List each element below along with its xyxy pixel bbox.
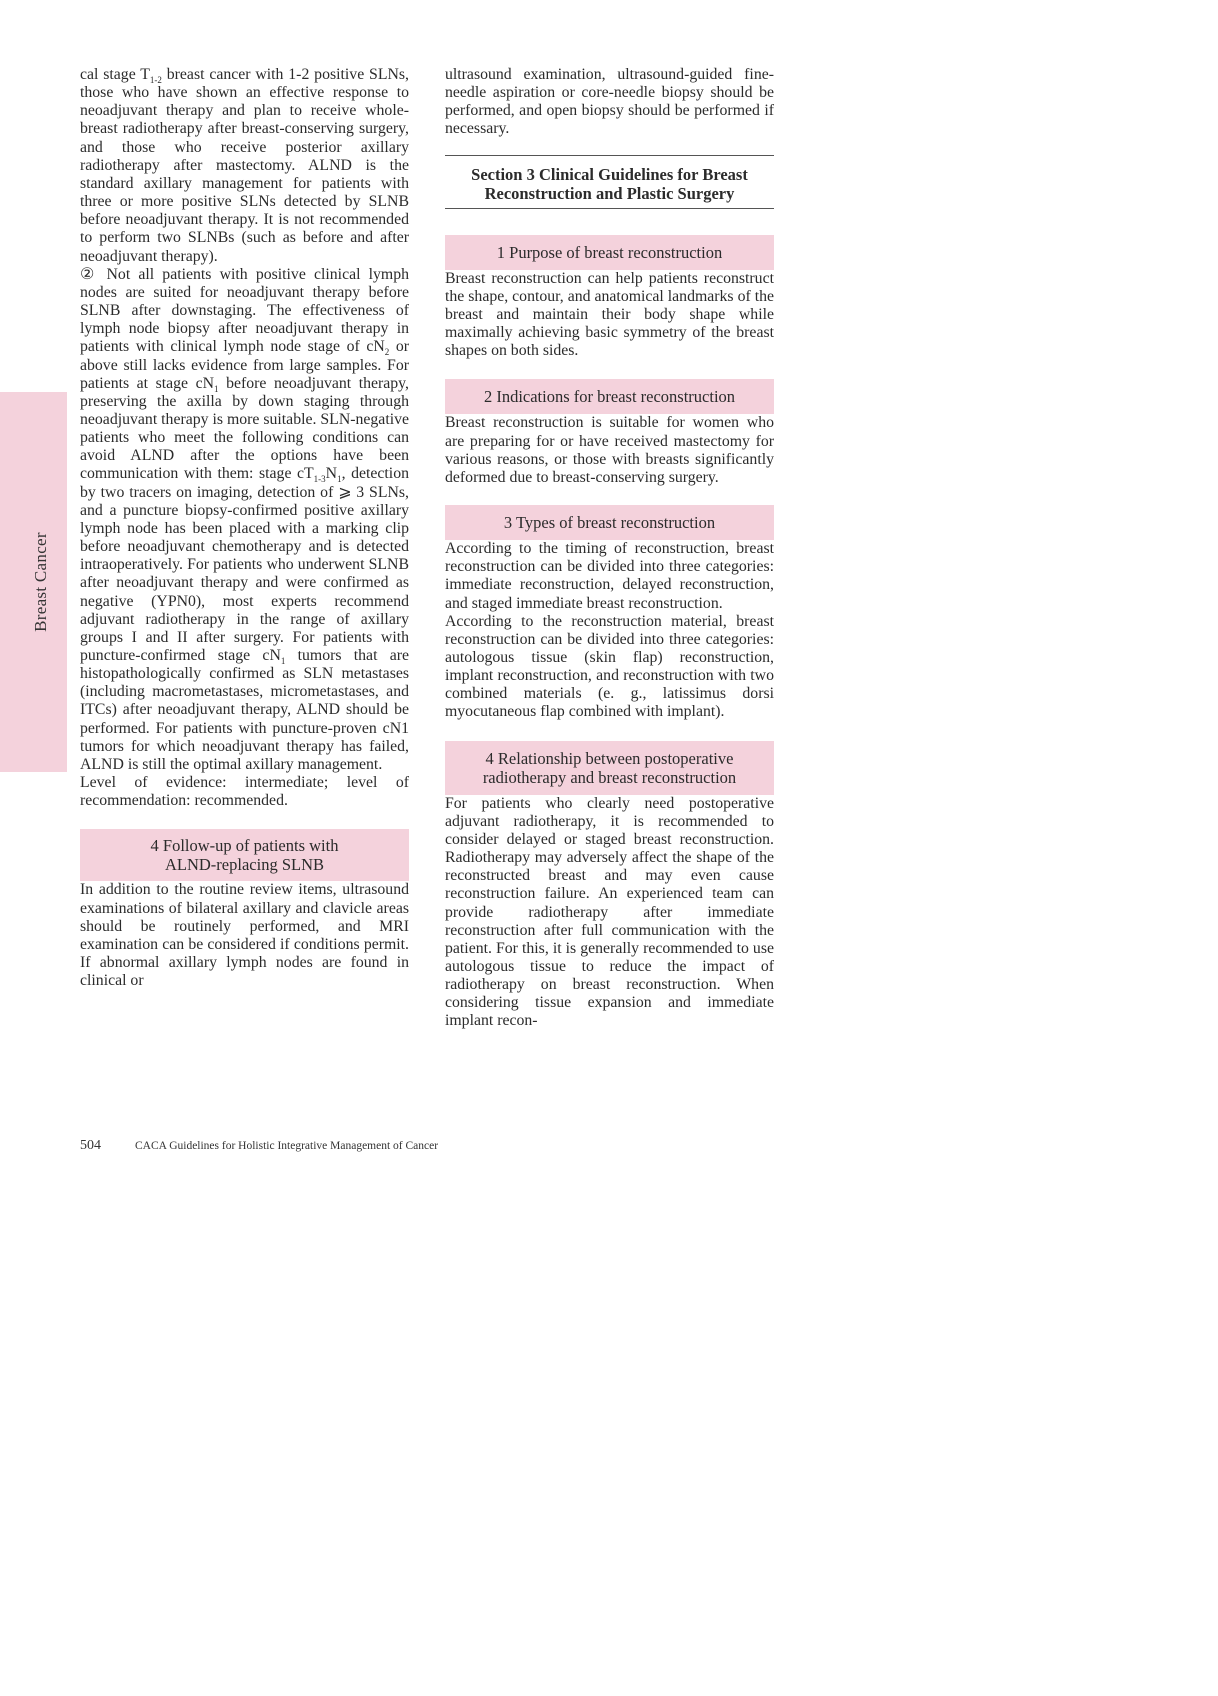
evidence-level: Level of evidence: intermediate; level of recommendation: recommended.: [80, 774, 409, 810]
footer-title: CACA Guidelines for Holistic Integrative Management of Cancer: [135, 1140, 439, 1152]
heading-radiotherapy: 4 Relationship between postoperative radiotherapy and breast reconstruction: [445, 741, 774, 795]
indications-paragraph: Breast reconstruction is suitable for women who are preparing for or have received mastectomy for various reasons, or those with breasts significantly deformed due to breast-conserving surgery.: [445, 414, 774, 486]
right-paragraph-0: ultrasound examination, ultrasound-guided fine-needle aspiration or core-needle biopsy should be performed, and open biopsy should be performed if necessary.: [445, 66, 774, 138]
left-paragraph-2: ② Not all patients with positive clinical lymph nodes are suited for neoadjuvant therapy before SLNB after downstaging. The effectiveness of lymph node biopsy after neoadjuvant therapy in patients with clinical lymph node stage of $cN_2$ or above still lacks evidence from large samples. For patients at stage $cN_1$ before neoadjuvant therapy, preserving the axilla by down staging through neoadjuvant therapy is more suitable. SLN-negative patients who meet the following conditions can avoid ALND after the options have been communication with them: stage $cT_{1-3}N_1$, detection by two tracers on imaging, detection of ⩾ 3 SLNs, and a puncture biopsy-confirmed positive axillary lymph node has been placed with a marking clip before neoadjuvant chemotherapy and is detected intraoperatively. For patients who underwent SLNB after neoadjuvant therapy and were confirmed as negative (YPN0), most experts recommend adjuvant radiotherapy in the range of axillary groups I and II after surgery. For patients with puncture-confirmed stage $cN_1$ tumors that are histopathologically confirmed as SLN metastases (including macrometastases, micrometastases, and ITCs) after neoadjuvant therapy, ALND should be performed. For patients with puncture-proven cN1 tumors for which neoadjuvant therapy has failed, ALND is still the optimal axillary management.: [80, 265, 410, 773]
heading-follow-up: 4 Follow-up of patients with ALND-replacing SLNB: [80, 829, 409, 881]
heading-types: 3 Types of breast reconstruction: [445, 505, 774, 540]
left-paragraph-1: cal stage $T_{1-2}$ breast cancer with 1-2 positive SLNs, those who have shown an effective response to neoadjuvant therapy and plan to receive whole-breast radiotherapy after breast-conserving surgery, and those who receive posterior axillary radiotherapy after mastectomy. ALND is the standard axillary management for patients with three or more positive SLNs detected by SLNB before neoadjuvant therapy. It is not recommended to perform two SLNBs (such as before and after neoadjuvant therapy).: [80, 66, 409, 265]
heading-indications: 2 Indications for breast reconstruction: [445, 379, 774, 414]
types-paragraph-timing: According to the timing of reconstruction, breast reconstruction can be divided into three categories: immediate reconstruction, delayed reconstruction, and staged immediate breast reconstruction.: [445, 540, 774, 612]
side-tab-label: Breast Cancer: [31, 532, 50, 632]
section-heading: Section 3 Clinical Guidelines for Breast Reconstruction and Plastic Surgery: [445, 155, 774, 209]
left-paragraph-4: In addition to the routine review items, ultrasound examinations of bilateral axillary and clavicle areas should be routinely performed, and MRI examination can be considered if conditions permit. If abnormal axillary lymph nodes are found in clinical or: [80, 881, 409, 990]
page-number: 504: [80, 1138, 101, 1153]
types-paragraph-material: According to the reconstruction material, breast reconstruction can be divided into three categories: autologous tissue (skin flap) reconstruction, implant reconstruction, and reconstruction with two combined materials (e. g., latissimus dorsi myocutaneous flap combined with implant).: [445, 612, 774, 721]
radiotherapy-paragraph: For patients who clearly need postoperative adjuvant radiotherapy, it is recommended to consider delayed or staged breast reconstruction. Radiotherapy may adversely affect the shape of the reconstructed breast and may even cause reconstruction failure. An experienced team can provide radiotherapy after immediate reconstruction after full communication with the patient. For this, it is generally recommended to use autologous tissue to reduce the impact of radiotherapy on breast reconstruction. When considering tissue expansion and immediate implant recon-: [445, 794, 774, 1030]
heading-purpose: 1 Purpose of breast reconstruction: [445, 235, 774, 270]
purpose-paragraph: Breast reconstruction can help patients reconstruct the shape, contour, and anatomical landmarks of the breast and maintain their body shape while maximally achieving basic symmetry of the breast shapes on both sides.: [445, 269, 774, 360]
page-footer: [80, 1137, 780, 1154]
left-column: [80, 66, 409, 990]
right-column: [445, 66, 774, 1031]
